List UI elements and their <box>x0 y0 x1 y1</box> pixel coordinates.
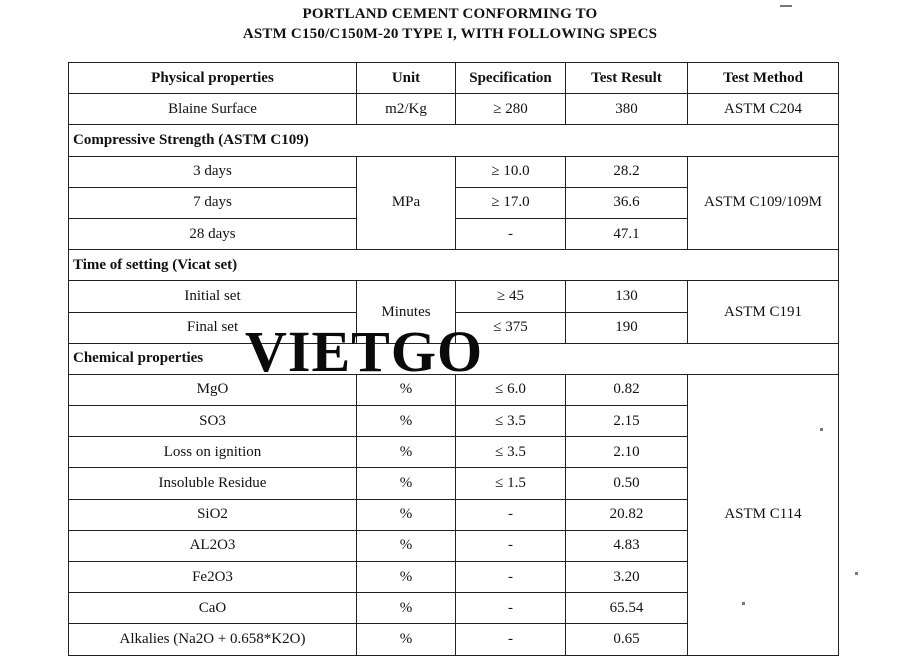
header-test-method: Test Method <box>688 63 839 94</box>
property-name: Final set <box>69 312 357 343</box>
spec-cell: - <box>456 562 566 593</box>
document-title-line-1: PORTLAND CEMENT CONFORMING TO <box>302 6 598 22</box>
spec-cell: ≤ 6.0 <box>456 374 566 405</box>
property-name: SiO2 <box>69 499 357 530</box>
spec-cell: ≥ 10.0 <box>456 156 566 187</box>
result-cell: 190 <box>566 312 688 343</box>
unit-cell: % <box>357 499 456 530</box>
method-cell: ASTM C114 <box>688 374 839 655</box>
unit-cell: % <box>357 593 456 624</box>
unit-cell: % <box>357 374 456 405</box>
spec-cell: ≥ 45 <box>456 281 566 312</box>
result-cell: 380 <box>566 94 688 125</box>
unit-cell: m2/Kg <box>357 94 456 125</box>
property-name: SO3 <box>69 406 357 437</box>
method-cell: ASTM C109/109M <box>688 156 839 250</box>
spec-cell: - <box>456 218 566 249</box>
spec-cell: ≥ 17.0 <box>456 187 566 218</box>
property-name: CaO <box>69 593 357 624</box>
result-cell: 28.2 <box>566 156 688 187</box>
property-name: Loss on ignition <box>69 437 357 468</box>
property-name: 3 days <box>69 156 357 187</box>
method-cell: ASTM C204 <box>688 94 839 125</box>
section-row-setting <box>69 250 839 281</box>
table-row <box>69 281 839 312</box>
unit-cell: MPa <box>357 156 456 250</box>
header-physical-properties: Physical properties <box>69 63 357 94</box>
result-cell: 36.6 <box>566 187 688 218</box>
scan-speck <box>820 428 823 431</box>
property-name: Initial set <box>69 281 357 312</box>
method-cell: ASTM C191 <box>688 281 839 343</box>
property-name: MgO <box>69 374 357 405</box>
result-cell: 47.1 <box>566 218 688 249</box>
scan-speck <box>742 602 745 605</box>
spec-cell: - <box>456 593 566 624</box>
table-row <box>69 94 839 125</box>
spec-cell: - <box>456 499 566 530</box>
unit-cell: % <box>357 437 456 468</box>
result-cell: 0.82 <box>566 374 688 405</box>
spec-cell: ≤ 1.5 <box>456 468 566 499</box>
spec-cell: - <box>456 624 566 655</box>
property-name: Fe2O3 <box>69 562 357 593</box>
result-cell: 20.82 <box>566 499 688 530</box>
section-heading: Time of setting (Vicat set) <box>69 250 839 281</box>
unit-cell: % <box>357 406 456 437</box>
property-name: Alkalies (Na2O + 0.658*K2O) <box>69 624 357 655</box>
header-specification: Specification <box>456 63 566 94</box>
property-name: Insoluble Residue <box>69 468 357 499</box>
header-test-result: Test Result <box>566 63 688 94</box>
header-unit: Unit <box>357 63 456 94</box>
section-row-compressive <box>69 125 839 156</box>
spec-cell: - <box>456 530 566 561</box>
result-cell: 0.65 <box>566 624 688 655</box>
property-name: AL2O3 <box>69 530 357 561</box>
spec-cell: ≥ 280 <box>456 94 566 125</box>
spec-cell: ≤ 375 <box>456 312 566 343</box>
property-name: 28 days <box>69 218 357 249</box>
result-cell: 2.10 <box>566 437 688 468</box>
unit-cell: % <box>357 624 456 655</box>
unit-cell: % <box>357 468 456 499</box>
property-name: Blaine Surface <box>69 94 357 125</box>
result-cell: 3.20 <box>566 562 688 593</box>
result-cell: 65.54 <box>566 593 688 624</box>
result-cell: 4.83 <box>566 530 688 561</box>
table-header-row <box>69 63 839 94</box>
vietgo-watermark: VIETGO <box>245 319 484 384</box>
result-cell: 0.50 <box>566 468 688 499</box>
scan-speck <box>855 572 858 575</box>
section-heading: Compressive Strength (ASTM C109) <box>69 125 839 156</box>
unit-cell: Minutes <box>357 281 456 343</box>
property-name: 7 days <box>69 187 357 218</box>
unit-cell: % <box>357 562 456 593</box>
spec-cell: ≤ 3.5 <box>456 406 566 437</box>
result-cell: 2.15 <box>566 406 688 437</box>
table-row <box>69 156 839 187</box>
unit-cell: % <box>357 530 456 561</box>
spec-cell: ≤ 3.5 <box>456 437 566 468</box>
result-cell: 130 <box>566 281 688 312</box>
document-title-line-2: ASTM C150/C150M-20 TYPE I, WITH FOLLOWING SPECS <box>242 26 658 42</box>
section-heading: Chemical properties <box>69 343 839 374</box>
scan-speck <box>780 5 792 7</box>
